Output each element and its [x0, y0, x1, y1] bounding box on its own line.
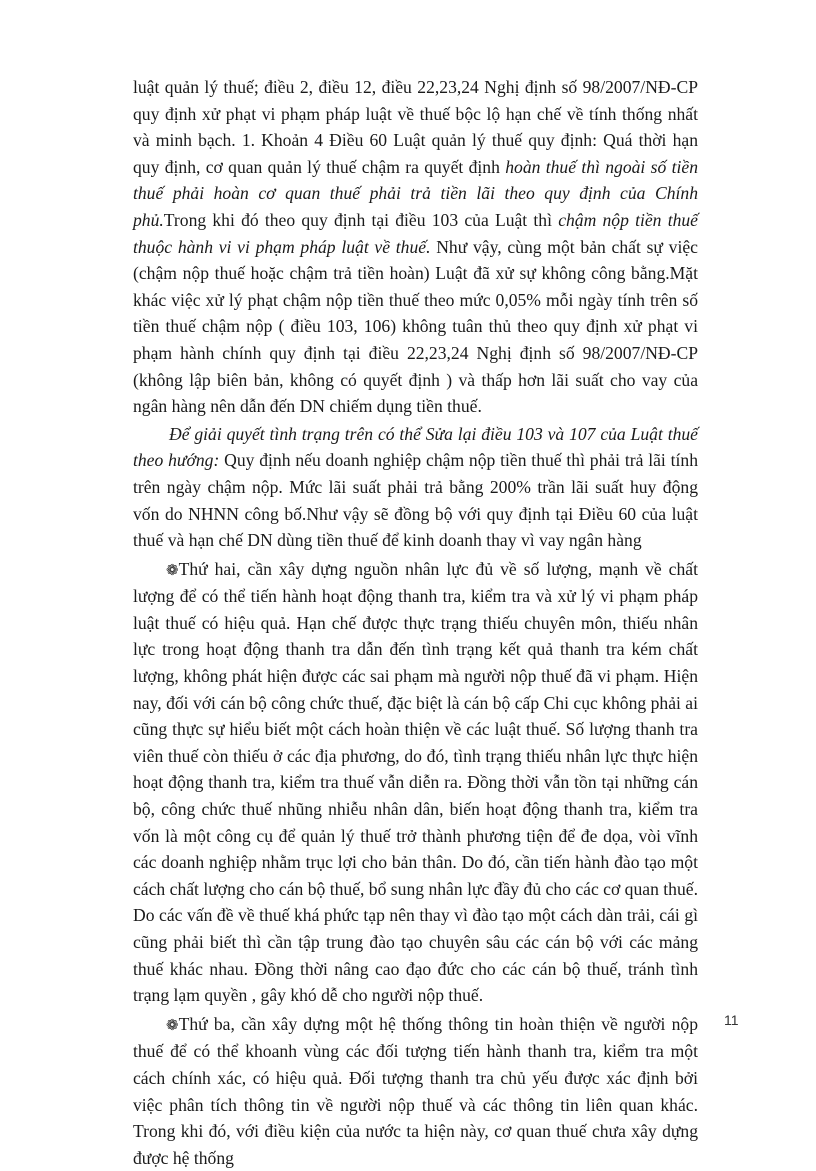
- page-number: 11: [724, 1012, 739, 1028]
- paragraph-tax-law-inconsistency: luật quản lý thuế; điều 2, điều 12, điều 22,23,24 Nghị định số 98/2007/NĐ-CP quy định xử phạt vi phạm pháp luật về thuế bộc lộ hạn chế về tính thống nhất và minh bạch. 1. Khoản 4 Điều 60 Luật quản lý thuế quy định: Quá thời hạn quy định, cơ quan quản lý thuế chậm ra quyết định hoàn thuế thì ngoài số tiền thuế phải hoàn cơ quan thuế phải trả tiền lãi theo quy định của Chính phủ.Trong khi đó theo quy định tại điều 103 của Luật thì chậm nộp tiền thuế thuộc hành vi vi phạm pháp luật về thuế. Như vậy, cùng một bản chất sự việc (chậm nộp thuế hoặc chậm trả tiền hoàn) Luật đã xử sự không công bằng.Mặt khác việc xử lý phạt chậm nộp tiền thuế theo mức 0,05% mỗi ngày tính trên số tiền thuế chậm nộp ( điều 103, 106) không tuân thủ theo quy định xử phạt vi phạm hành chính quy định tại điều 22,23,24 Nghị định số 98/2007/NĐ-CP (không lập biên bản, không có quyết định ) và thấp hơn lãi suất cho vay của ngân hàng nên dẫn đến DN chiếm dụng tiền thuế.: [133, 77, 698, 417]
- flower-bullet-icon: ❁: [166, 1015, 179, 1034]
- paragraph-solution: Để giải quyết tình trạng trên có thể Sửa lại điều 103 và 107 của Luật thuế theo hướng: Quy định nếu doanh nghiệp chậm nộp tiền thuế thì phải trả lãi tính trên ngày chậm nộp. Mức lãi suất phải trả bằng 200% trần lãi suất huy động vốn do NHNN công bố.Như vậy sẽ đồng bộ với quy định tại Điều 60 của luật thuế và hạn chế DN dùng tiền thuế để kinh doanh thay vì vay ngân hàng: [133, 423, 698, 551]
- flower-bullet-icon: ❁: [166, 560, 179, 579]
- paragraph-third-point: ❁Thứ ba, cần xây dựng một hệ thống thông tin hoàn thiện về người nộp thuế để có thể khoanh vùng các đối tượng tiến hành thanh tra, kiểm tra một cách chính xác, có hiệu quả. Đối tượng thanh tra chủ yếu được xác định bởi việc phân tích thông tin về người nộp thuế và các thông tin liên quan khác. Trong khi đó, với điều kiện của nước ta hiện này, cơ quan thuế chưa xây dựng được hệ thống: [133, 1013, 698, 1168]
- paragraph-second-point: ❁Thứ hai, cần xây dựng nguồn nhân lực đủ về số lượng, mạnh về chất lượng để có thể tiến hành hoạt động thanh tra, kiểm tra và xử lý vi phạm pháp luật thuế có hiệu quả. Hạn chế được thực trạng thiếu chuyên môn, thiếu nhân lực trong hoạt động thanh tra dẫn đến tình trạng kết quả thanh tra kém chất lượng, không phát hiện được các sai phạm mà người nộp thuế đã vi phạm. Hiện nay, đối với cán bộ công chức thuế, đặc biệt là cán bộ cấp Chi cục không phải ai cũng thực sự hiểu biết một cách hoàn thiện về các luật thuế. Số lượng thanh tra viên thuế còn thiếu ở các địa phương, do đó, tình trạng thiếu nhân lực thực hiện hoạt động thanh tra, kiểm tra thuế vẫn diễn ra. Đồng thời vẫn tồn tại những cán bộ, công chức thuế nhũng nhiễu nhân dân, biến hoạt động thanh tra, kiểm tra vốn là một công cụ để quản lý thuế trở thành phương tiện để đe dọa, vòi vĩnh các doanh nghiệp nhằm trục lợi cho bản thân. Do đó, cần tiến hành đào tạo một cách chất lượng cho cán bộ thuế, bổ sung nhân lực đầy đủ cho các cơ quan thuế. Do các vấn đề về thuế khá phức tạp nên thay vì đào tạo một cách dàn trải, cái gì cũng phải biết thì cần tập trung đào tạo chuyên sâu các cán bộ với các mảng thuế khác nhau. Đồng thời nâng cao đạo đức cho các cán bộ thuế, tránh tình trạng lạm quyền , gây khó dễ cho người nộp thuế.: [133, 558, 698, 1006]
- document-body: [133, 74, 698, 1171]
